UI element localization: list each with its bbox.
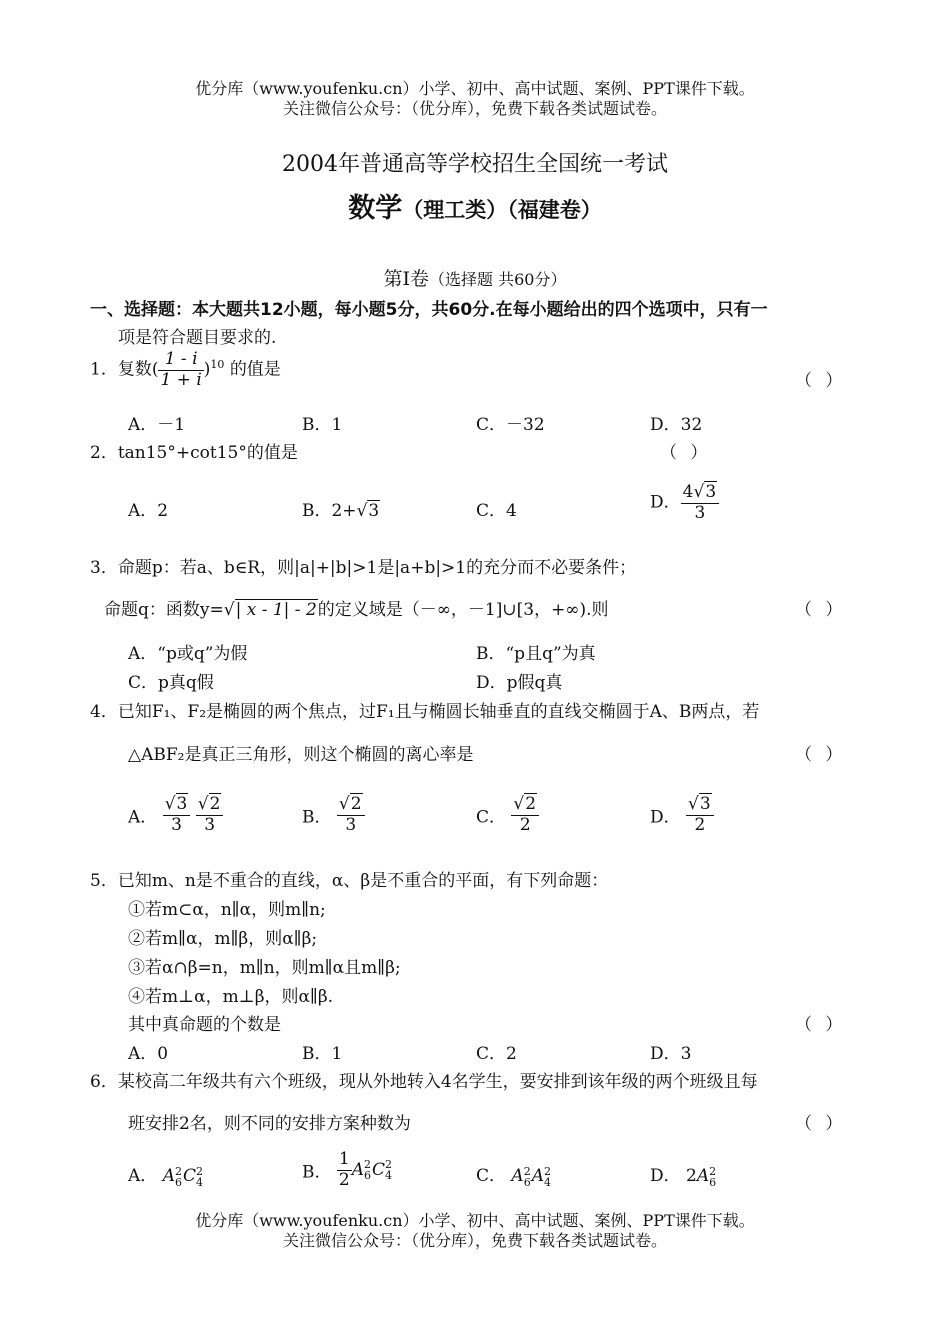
section-instruction-1: 一、选择题：本大题共12小题，每小题5分，共60分.在每小题给出的四个选项中，只有一 bbox=[90, 300, 768, 320]
q4-answer-blank: （ ） bbox=[795, 745, 847, 765]
q3-sqrt: √| x - 1| - 2 bbox=[223, 600, 317, 620]
q2-d-numerator: 4√3 bbox=[681, 483, 720, 504]
q6-option-d: D． 2A 2 6 bbox=[650, 1164, 717, 1189]
question-3-line-1: 3．命题p：若a、b∈R，则|a|+|b|>1是|a+b|>1的充分而不必要条件； bbox=[90, 558, 637, 578]
q5-option-d: D．3 bbox=[650, 1044, 692, 1064]
part-note: （选择题 共60分） bbox=[429, 270, 567, 289]
q3-option-d: D．p假q真 bbox=[476, 673, 563, 693]
q1-option-a: A．－1 bbox=[128, 415, 186, 435]
q2-option-b-prefix: B．2+ bbox=[302, 501, 357, 521]
question-1-stem: 1．复数( $\frac{1 - i}{1 + i}$ )$^{10}$ 的值是 bbox=[90, 349, 281, 390]
q2-d-denominator: 3 bbox=[694, 502, 706, 523]
q5-answer-blank: （ ） bbox=[795, 1015, 847, 1035]
question-5-stem: 5．已知m、n是不重合的直线，α、β是不重合的平面，有下列命题： bbox=[90, 871, 609, 891]
header-line-2: 关注微信公众号：（优分库），免费下载各类试题试卷。 bbox=[282, 99, 667, 118]
subject-title bbox=[0, 186, 950, 225]
q1-option-d: D．32 bbox=[650, 415, 703, 435]
q4-a-fraction-1: $\frac{√3}{3}$ bbox=[163, 795, 191, 835]
q1-option-c: C．－32 bbox=[476, 415, 545, 435]
subject-category: （理工类）（福建卷） bbox=[402, 197, 602, 222]
q2-option-b bbox=[302, 496, 380, 521]
q4-option-c bbox=[476, 795, 539, 835]
q6-option-d-label: D． bbox=[650, 1166, 681, 1186]
q4-option-a bbox=[128, 795, 223, 835]
question-3-line-2 bbox=[104, 595, 609, 620]
exam-title: 2004年普通高等学校招生全国统一考试 bbox=[282, 152, 668, 177]
question-6-line-2: 班安排2名，则不同的安排方案种数为 bbox=[128, 1114, 411, 1134]
q6-option-c: C． A 2 6 A 2 4 bbox=[476, 1164, 551, 1189]
q4-c-fraction: $\frac{√2}{2}$ bbox=[511, 795, 539, 835]
q3-answer-blank: （ ） bbox=[795, 600, 847, 620]
q2-sqrt-radicand: 3 bbox=[368, 501, 380, 521]
q6-b-half: $\frac{1}{2}$ bbox=[338, 1149, 350, 1190]
subject-name: 数学 bbox=[348, 193, 403, 224]
q3-option-c: C．p真q假 bbox=[128, 673, 214, 693]
q2-d-fraction bbox=[681, 483, 720, 523]
question-4-line-2: △ABF₂是真正三角形，则这个椭圆的离心率是 bbox=[128, 745, 474, 765]
q2-option-c: C．4 bbox=[476, 501, 517, 521]
q5-proposition-1: ①若m⊂α，n∥α，则m∥n; bbox=[128, 900, 326, 920]
footer-line-1: 优分库（www.youfenku.cn）小学、初中、高中试题、案例、PPT课件下载。 bbox=[195, 1211, 755, 1230]
q3-option-b: B．“p且q”为真 bbox=[476, 644, 596, 664]
footer-line-2: 关注微信公众号：（优分库），免费下载各类试题试卷。 bbox=[282, 1231, 667, 1250]
q2-option-d-label: D． bbox=[650, 492, 681, 513]
question-2-stem: 2．tan15°+cot15°的值是 bbox=[90, 443, 298, 463]
q4-option-d-label: D． bbox=[650, 807, 681, 828]
q2-option-a: A．2 bbox=[128, 501, 169, 521]
q4-d-fraction: $\frac{√3}{2}$ bbox=[686, 795, 714, 835]
q5-question: 其中真命题的个数是 bbox=[128, 1015, 281, 1035]
section-instruction-2: 项是符合题目要求的. bbox=[118, 328, 277, 348]
q4-option-c-label: C． bbox=[476, 807, 507, 828]
q4-option-a-label: A． bbox=[128, 807, 158, 828]
header-line-1: 优分库（www.youfenku.cn）小学、初中、高中试题、案例、PPT课件下载。 bbox=[195, 79, 755, 98]
q5-proposition-4: ④若m⊥α，m⊥β，则α∥β. bbox=[128, 987, 334, 1007]
q4-a-fraction-2: $\frac{√2}{3}$ bbox=[196, 795, 224, 835]
q4-b-fraction: $\frac{√2}{3}$ bbox=[337, 795, 365, 835]
q6-option-b: B． $\frac{1}{2}$ A 2 6 C 2 4 bbox=[302, 1149, 393, 1190]
q5-proposition-3: ③若α∩β=n，m∥n，则m∥α且m∥β; bbox=[128, 958, 401, 978]
q1-prefix: 1．复数( bbox=[90, 359, 159, 380]
q2-answer-blank: （ ） bbox=[660, 443, 712, 463]
q6-option-c-label: C． bbox=[476, 1166, 507, 1186]
q4-option-d bbox=[650, 795, 714, 835]
q3-line2-postfix: 的定义域是（－∞，－1]∪[3，+∞).则 bbox=[317, 600, 609, 620]
q6-option-a-label: A． bbox=[128, 1166, 158, 1186]
part-label: 第Ⅰ卷 bbox=[383, 268, 430, 290]
q1-postfix: 的值是 bbox=[229, 359, 281, 380]
q1-option-b: B．1 bbox=[302, 415, 343, 435]
q3-sqrt-radicand: | x - 1| - 2 bbox=[235, 600, 317, 620]
q3-option-a: A．“p或q”为假 bbox=[128, 644, 248, 664]
q1-exponent: 10 bbox=[210, 357, 225, 371]
q4-option-b-label: B． bbox=[302, 807, 332, 828]
q1-fraction bbox=[158, 350, 203, 390]
part-heading bbox=[0, 264, 950, 291]
q5-option-b: B．1 bbox=[302, 1044, 343, 1064]
q4-option-b bbox=[302, 795, 365, 835]
q6-option-b-label: B． bbox=[302, 1162, 332, 1183]
q6-answer-blank: （ ） bbox=[795, 1114, 847, 1134]
q3-line2-prefix: 命题q：函数y= bbox=[104, 600, 224, 620]
q1-answer-blank: （ ） bbox=[795, 371, 847, 391]
q5-option-a: A．0 bbox=[128, 1044, 169, 1064]
q1-numerator: 1 - i bbox=[158, 350, 203, 371]
q5-option-c: C．2 bbox=[476, 1044, 517, 1064]
q1-denominator: 1 + i bbox=[160, 369, 202, 390]
question-6-line-1: 6．某校高二年级共有六个班级，现从外地转入4名学生，要安排到该年级的两个班级且每 bbox=[90, 1072, 758, 1092]
q6-option-a: A． A 2 6 C 2 4 bbox=[128, 1164, 203, 1189]
question-4-line-1: 4．已知F₁、F₂是椭圆的两个焦点，过F₁且与椭圆长轴垂直的直线交椭圆于A、B两点，若 bbox=[90, 702, 760, 722]
q5-proposition-2: ②若m∥α，m∥β，则α∥β; bbox=[128, 929, 318, 949]
q2-option-d bbox=[650, 483, 719, 523]
q2-sqrt: √3 bbox=[356, 501, 380, 521]
